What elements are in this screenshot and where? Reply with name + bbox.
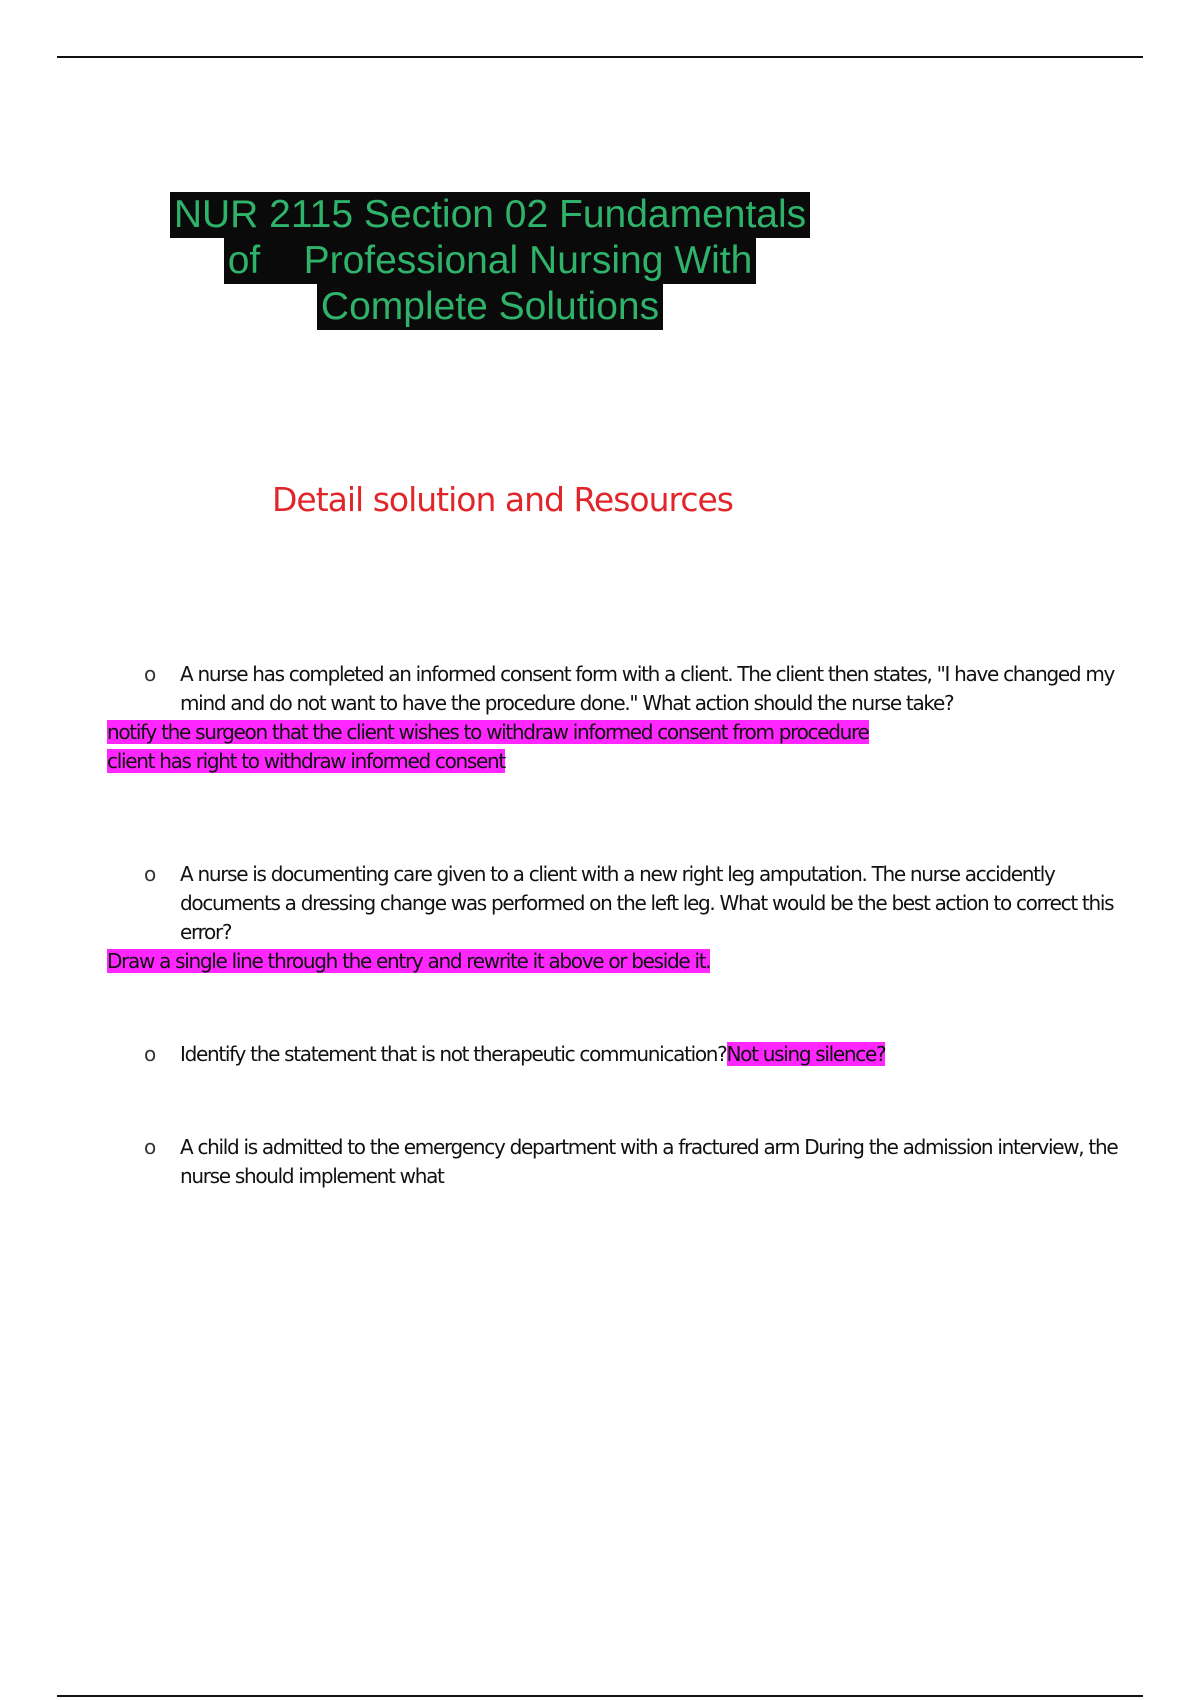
question-text-block	[144, 660, 1130, 718]
question-text: A nurse has completed an informed consent form with a client. The client then states, "I have changed my mind and do not want to have the procedure done." What action should the nurse take?	[180, 662, 1115, 715]
title-line-2: of Professional Nursing With	[224, 238, 757, 284]
top-rule	[57, 56, 1143, 58]
question-text-block	[144, 860, 1130, 947]
question-item	[0, 1133, 1200, 1191]
question-text: A child is admitted to the emergency department with a fractured arm During the admission interview, the nurse should implement what	[180, 1135, 1118, 1188]
question-text-block	[144, 1133, 1130, 1191]
question-text: A nurse is documenting care given to a client with a new right leg amputation. The nurse accidently documents a dressing change was performed on the left leg. What would be the best action to correct this error?	[180, 862, 1114, 944]
question-item	[0, 860, 1200, 976]
title-line-1: NUR 2115 Section 02 Fundamentals	[170, 192, 810, 238]
answer-highlight: client has right to withdraw informed consent	[107, 749, 505, 773]
document-subtitle: Detail solution and Resources	[272, 480, 733, 519]
answer-highlight: notify the surgeon that the client wishes to withdraw informed consent from procedure	[107, 720, 869, 744]
bullet-icon: o	[144, 862, 157, 886]
question-text-block	[144, 1040, 1130, 1069]
bullet-icon: o	[144, 1042, 157, 1066]
title-line-3: Complete Solutions	[317, 284, 663, 330]
answer-block	[107, 947, 1200, 976]
answer-highlight: Not using silence?	[726, 1042, 886, 1066]
question-item	[0, 660, 1200, 776]
answer-highlight: Draw a single line through the entry and rewrite it above or beside it.	[107, 949, 711, 973]
document-title	[150, 192, 830, 330]
answer-block	[107, 718, 1200, 776]
question-item	[0, 1040, 1200, 1069]
question-text: Identify the statement that is not therapeutic communication?	[180, 1042, 727, 1066]
bottom-rule	[57, 1695, 1143, 1697]
bullet-icon: o	[144, 662, 157, 686]
bullet-icon: o	[144, 1135, 157, 1159]
